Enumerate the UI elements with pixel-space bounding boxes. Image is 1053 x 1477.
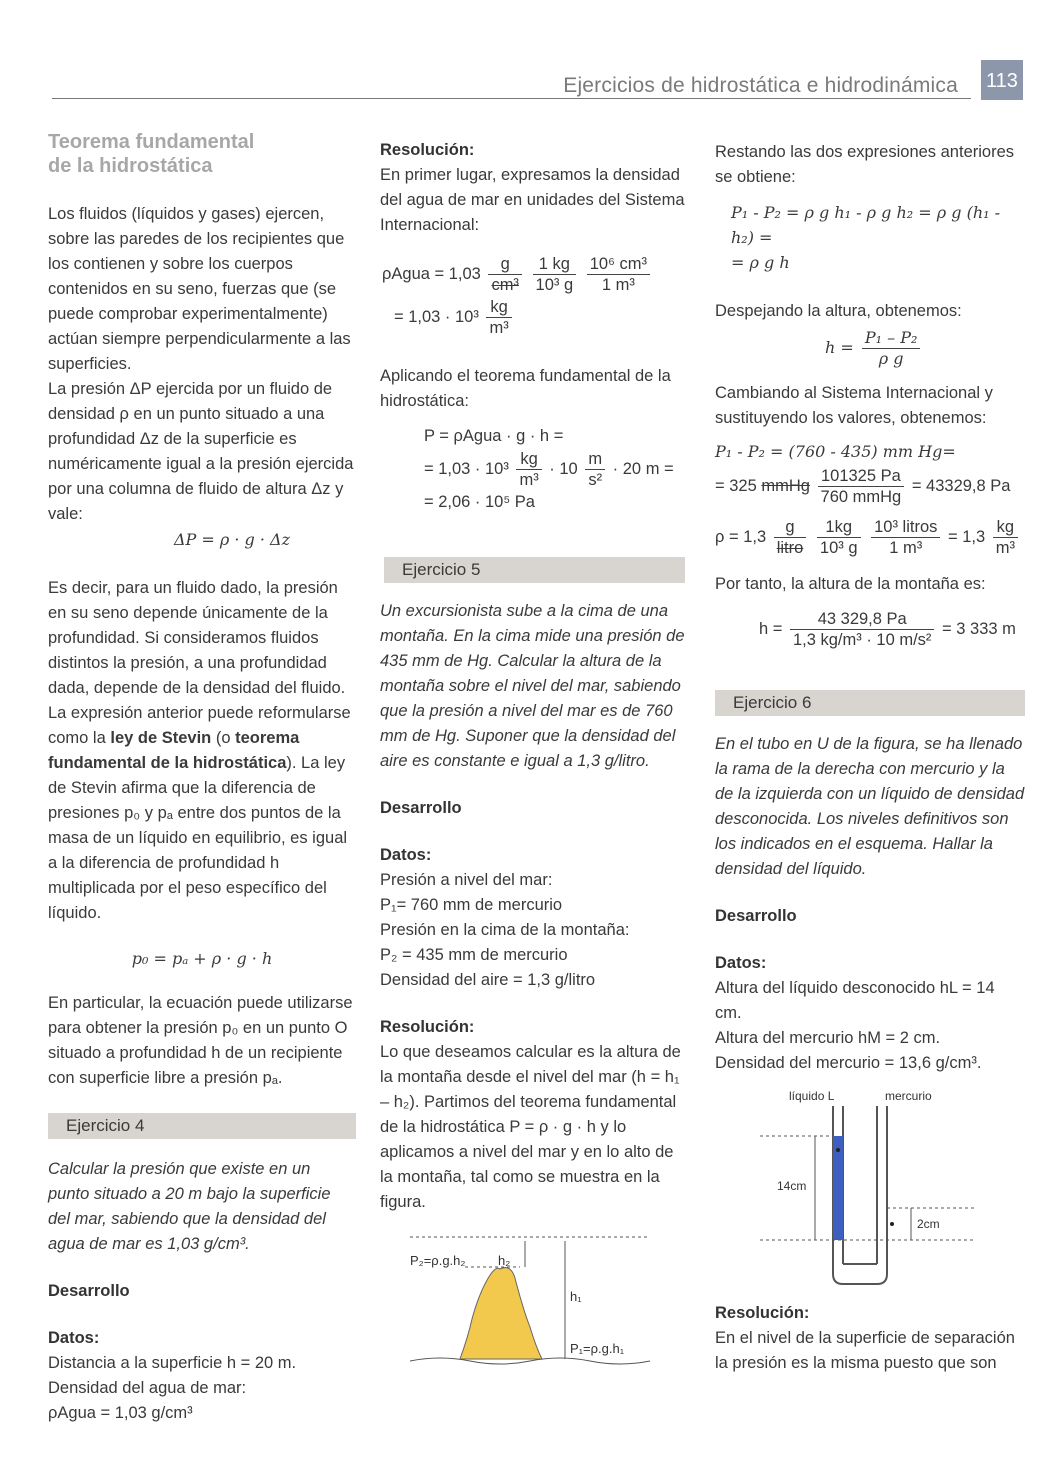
exercise-6-banner: Ejercicio 6 xyxy=(715,690,1025,716)
pressure-line-1: P = ρAgua · g · h = xyxy=(424,427,564,445)
paragraph: En el nivel de la superficie de separación la presión es la misma puesto que son xyxy=(715,1329,1015,1372)
label-2cm: 2cm xyxy=(917,1217,940,1231)
paragraph: Es decir, para un fluido dado, la presión en su seno depende únicamente de la profundidad. Si consideramos fluidos distintos la presión, a una profundidad dada, depende de la densidad del fluido. xyxy=(48,579,346,697)
resolucion-heading: Resolución: xyxy=(715,1304,810,1322)
dato: Presión a nivel del mar: xyxy=(380,871,553,889)
dato: Densidad del aire = 1,3 g/litro xyxy=(380,971,596,989)
air-density-conversion: ρ = 1,3 $\frac{g}{\text{litro}}$ $\frac{1kg}{\text{10³ g}}$ $\frac{\text{10³ litros}}{\text{1 m³}}$ = 1,3 $\frac{kg}{\text{m³}}$ xyxy=(715,517,1025,558)
mountain-shape xyxy=(460,1268,542,1359)
height-result: h = $\frac{43 329,8 Pa}{\text{1,3 kg/m³ · 10 m/s²}}$ = 3 333 m xyxy=(759,610,1016,649)
dato: Densidad del mercurio = 13,6 g/cm³. xyxy=(715,1054,982,1072)
dato: Presión en la cima de la montaña: xyxy=(380,921,630,939)
paragraph: En primer lugar, expresamos la densidad del agua de mar en unidades del Sistema Internacional: xyxy=(380,166,685,234)
height-formula: h = $\frac{\text{P₁ – P₂}}{\text{ρ g}}$ xyxy=(715,328,1025,369)
resolucion-heading: Resolución: xyxy=(380,141,475,159)
density-result: = 1,03 · 10³ $\frac{kg}{\text{m³}}$ xyxy=(380,297,685,338)
paragraph: En particular, la ecuación puede utilizarse para obtener la presión p₀ en un punto O situado a profundidad h de un recipiente con superficie libre a presión pₐ. xyxy=(48,994,353,1087)
paragraph: Despejando la altura, obtenemos: xyxy=(715,302,962,320)
column-2 xyxy=(380,120,685,1382)
u-tube-figure xyxy=(715,1084,1015,1294)
h2-label: h₂ xyxy=(498,1253,511,1268)
mountain-figure xyxy=(380,1227,680,1377)
paragraph: Aplicando el teorema fundamental de la hidrostática: xyxy=(380,367,671,410)
dato: Altura del mercurio hM = 2 cm. xyxy=(715,1029,941,1047)
dato: ρAgua = 1,03 g/cm³ xyxy=(48,1404,193,1422)
header-rule xyxy=(52,98,971,99)
paragraph: Por tanto, la altura de la montaña es: xyxy=(715,575,986,593)
exercise-4-banner: Ejercicio 4 xyxy=(48,1113,356,1139)
resolucion-heading: Resolución: xyxy=(380,1018,475,1036)
dato: Altura del líquido desconocido hL = 14 cm. xyxy=(715,979,995,1022)
density-equation: ρAgua = 1,03 $\frac{g}{\text{cm³}}$ $\frac{1 kg}{\text{10³ g}}$ $\frac{\text{10⁶ cm³}}{\text{1 m³}}$ xyxy=(380,254,685,295)
dato: Distancia a la superficie h = 20 m. xyxy=(48,1354,297,1372)
datos-heading: Datos: xyxy=(380,846,432,864)
exercise-6-statement: En el tubo en U de la figura, se ha llenado la rama de la derecha con mercurio y la de la izquierda con un líquido de densidad desconocida. Los niveles definitivos son los indicados en el esquema. Hallar la densidad del líquido. xyxy=(715,735,1025,878)
mercurio-label: mercurio xyxy=(885,1089,932,1103)
pressure-conversion: = 325 mmHg $\frac{101325 Pa}{\text{760 mmHg}}$ = 43329,8 Pa xyxy=(715,467,1011,506)
running-title: Ejercicios de hidrostática e hidrodinámica xyxy=(563,74,958,97)
dato: P₁= 760 mm de mercurio xyxy=(380,896,563,914)
h1-label: h₁ xyxy=(570,1289,582,1304)
column-3 xyxy=(715,120,1025,1376)
label-14cm: 14cm xyxy=(777,1179,807,1193)
paragraph: La expresión anterior puede reformularse como la ley de Stevin (o teorema fundamental de la hidrostática). La ley de Stevin afirma que la diferencia de presiones p₀ y pₐ entre dos puntos de la masa de un líquido en equilibrio, es igual a la diferencia de profundidad h multiplicada por el peso específico del líquido. xyxy=(48,704,351,922)
paragraph: Los fluidos (líquidos y gases) ejercen, sobre las paredes de los recipientes que los contienen y sobre los cuerpos contenidos en su seno, fuerzas que (se puede comprobar experimentalmente) actúan siempre perpendicularmente a las superficies. xyxy=(48,205,351,373)
subtraction-equation: P₁ - P₂ = ρ g h₁ - ρ g h₂ = ρ g (h₁ - h₂) = xyxy=(731,203,1001,247)
section-title-line-1: Teorema fundamental xyxy=(48,131,255,153)
paragraph: La presión ΔP ejercida por un fluido de densidad ρ en un punto situado a una profundidad Δz de la superficie es numéricamente igual a la presión ejercida por una columna de fluido de altura Δz y vale: xyxy=(48,380,354,523)
pressure-line-3: = 2,06 · 10⁵ Pa xyxy=(424,493,535,511)
pressure-line-2: = 1,03 · 10³ $\frac{kg}{\text{m³}}$ · 10 $\frac{m}{\text{s²}}$ · 20 m = xyxy=(424,450,674,489)
p2-label: P₂=ρ.g.h₂ xyxy=(410,1253,466,1268)
page-header xyxy=(52,60,1053,105)
equation-stevin: ΔP = ρ · g · Δz xyxy=(173,530,291,549)
p1-label: P₁=ρ.g.h₁ xyxy=(570,1341,625,1356)
desarrollo-heading: Desarrollo xyxy=(380,799,462,817)
paragraph: Cambiando al Sistema Internacional y sustituyendo los valores, obtenemos: xyxy=(715,384,993,427)
pressure-difference: P₁ - P₂ = (760 - 435) mm Hg= xyxy=(715,442,956,461)
section-title-line-2: de la hidrostática xyxy=(48,155,213,177)
exercise-4-statement: Calcular la presión que existe en un punto situado a 20 m bajo la superficie del mar, sabiendo que la densidad del agua de mar es 1,03 g/cm³. xyxy=(48,1160,331,1253)
exercise-5-banner: Ejercicio 5 xyxy=(384,557,685,583)
datos-heading: Datos: xyxy=(48,1329,100,1347)
exercise-5-statement: Un excursionista sube a la cima de una montaña. En la cima mide una presión de 435 mm de Hg. Calcular la altura de la montaña sobre el nivel del mar, sabiendo que la presión a nivel del mar es de 760 mm de Hg. Suponer que la densidad del aire es constante e igual a 1,3 g/litro. xyxy=(380,602,685,770)
paragraph: Restando las dos expresiones anteriores se obtiene: xyxy=(715,143,1015,186)
desarrollo-heading: Desarrollo xyxy=(48,1282,130,1300)
page-number: 113 xyxy=(981,60,1023,100)
equation-pressure: p₀ = pₐ + ρ · g · h xyxy=(131,949,273,968)
subtraction-result: = ρ g h xyxy=(731,253,790,272)
dato: P₂ = 435 mm de mercurio xyxy=(380,946,568,964)
paragraph: Lo que deseamos calcular es la altura de la montaña desde el nivel del mar (h = h₁ – h₂). Partimos del teorema fundamental de la hidrostática P = ρ · g · h y lo aplicamos a nivel del mar y en lo alto de la montaña, tal como se muestra en la figura. xyxy=(380,1043,681,1211)
liquido-label: líquido L xyxy=(789,1089,835,1103)
datos-heading: Datos: xyxy=(715,954,767,972)
desarrollo-heading: Desarrollo xyxy=(715,907,797,925)
dato: Densidad del agua de mar: xyxy=(48,1379,247,1397)
column-1 xyxy=(48,120,356,1426)
